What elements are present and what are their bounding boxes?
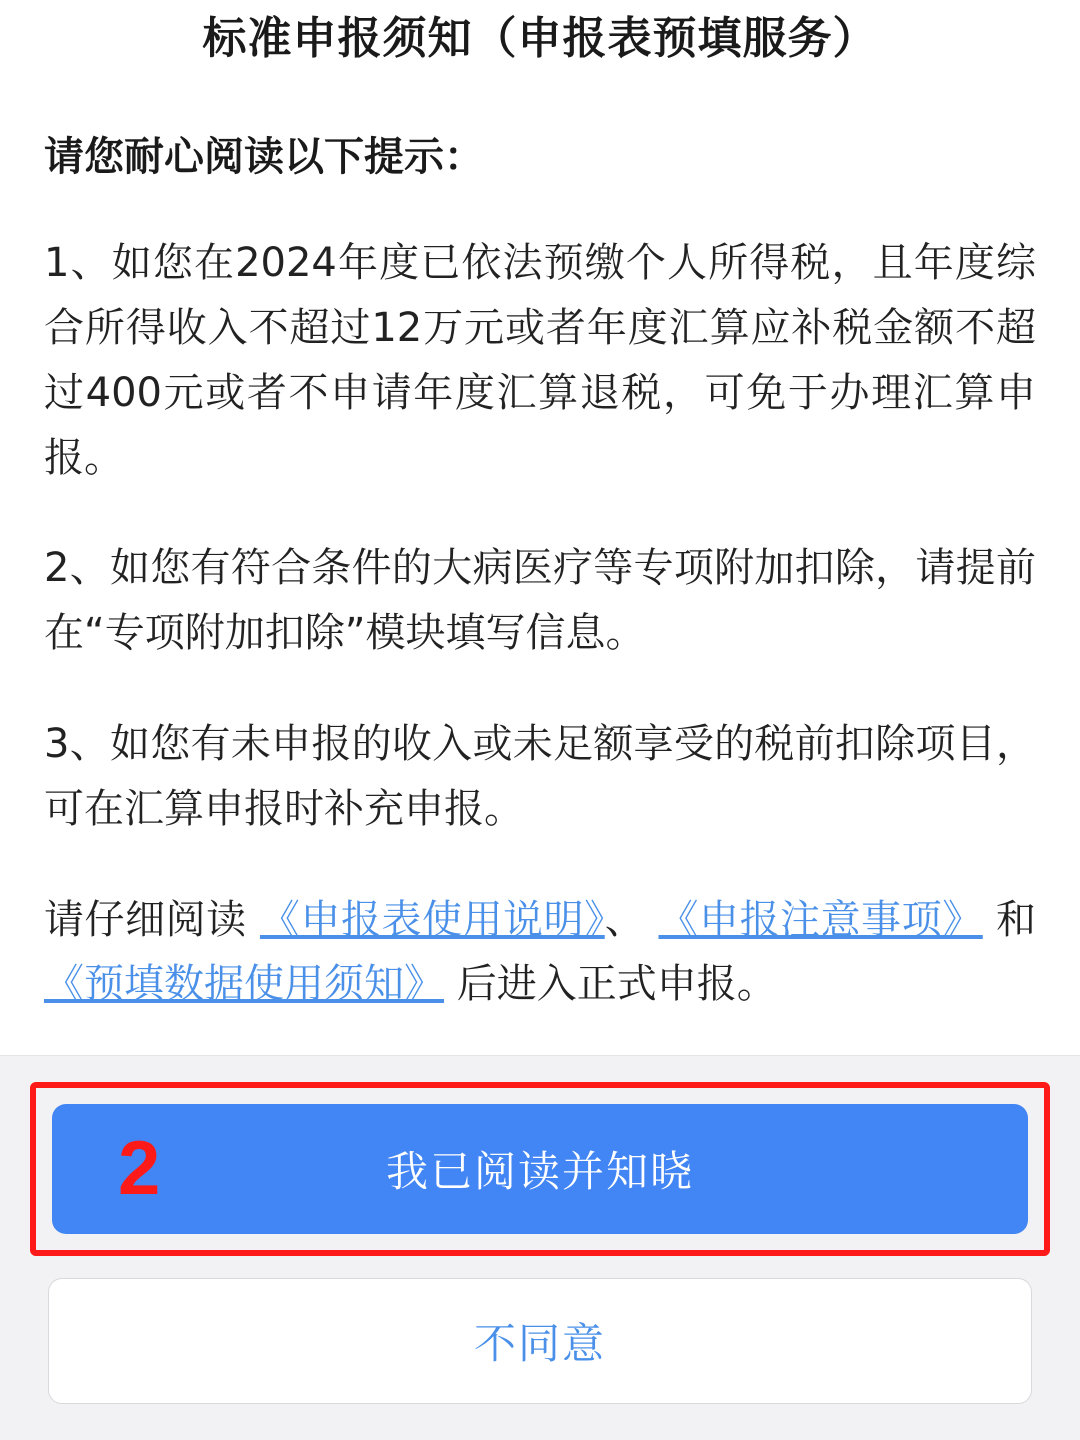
footer-actions	[0, 1055, 1080, 1440]
notice-prefix: 请仔细阅读	[44, 896, 260, 943]
notice-separator-2: 和	[982, 896, 1037, 943]
agree-button-highlight	[30, 1082, 1050, 1256]
disagree-button-label: 不同意	[473, 1320, 606, 1367]
notice-paragraph-1: 1、如您在2024年度已依法预缴个人所得税，且年度综合所得收入不超过12万元或者年度汇算应补税金额不超过400元或者不申请年度汇算退税，可免于办理汇算申报。	[44, 240, 1036, 481]
disagree-button[interactable]	[48, 1278, 1032, 1404]
agree-button-label: 我已阅读并知晓	[385, 1148, 694, 1195]
notice-paragraph-3: 3、如您有未申报的收入或未足额享受的税前扣除项目，可在汇算申报时补充申报。	[44, 720, 1036, 832]
link-prefill-data-notice[interactable]: 《预填数据使用须知》	[44, 961, 444, 1008]
notice-separator-1: 、	[604, 896, 659, 943]
notice-suffix: 后进入正式申报。	[444, 961, 777, 1008]
link-declaration-notes[interactable]: 《申报注意事项》	[658, 896, 983, 943]
notice-paragraph-2: 2、如您有符合条件的大病医疗等专项附加扣除，请提前在“专项附加扣除”模块填写信息。	[44, 545, 1036, 657]
link-declaration-instructions[interactable]: 《申报表使用说明》	[259, 896, 605, 943]
lead-text: 请您耐心阅读以下提示：	[44, 134, 484, 181]
notice-links-paragraph	[44, 888, 1036, 1018]
agree-button[interactable]	[52, 1104, 1028, 1234]
page-title: 标准申报须知（申报表预填服务）	[202, 13, 878, 64]
step-number-badge: 2	[118, 1126, 163, 1211]
